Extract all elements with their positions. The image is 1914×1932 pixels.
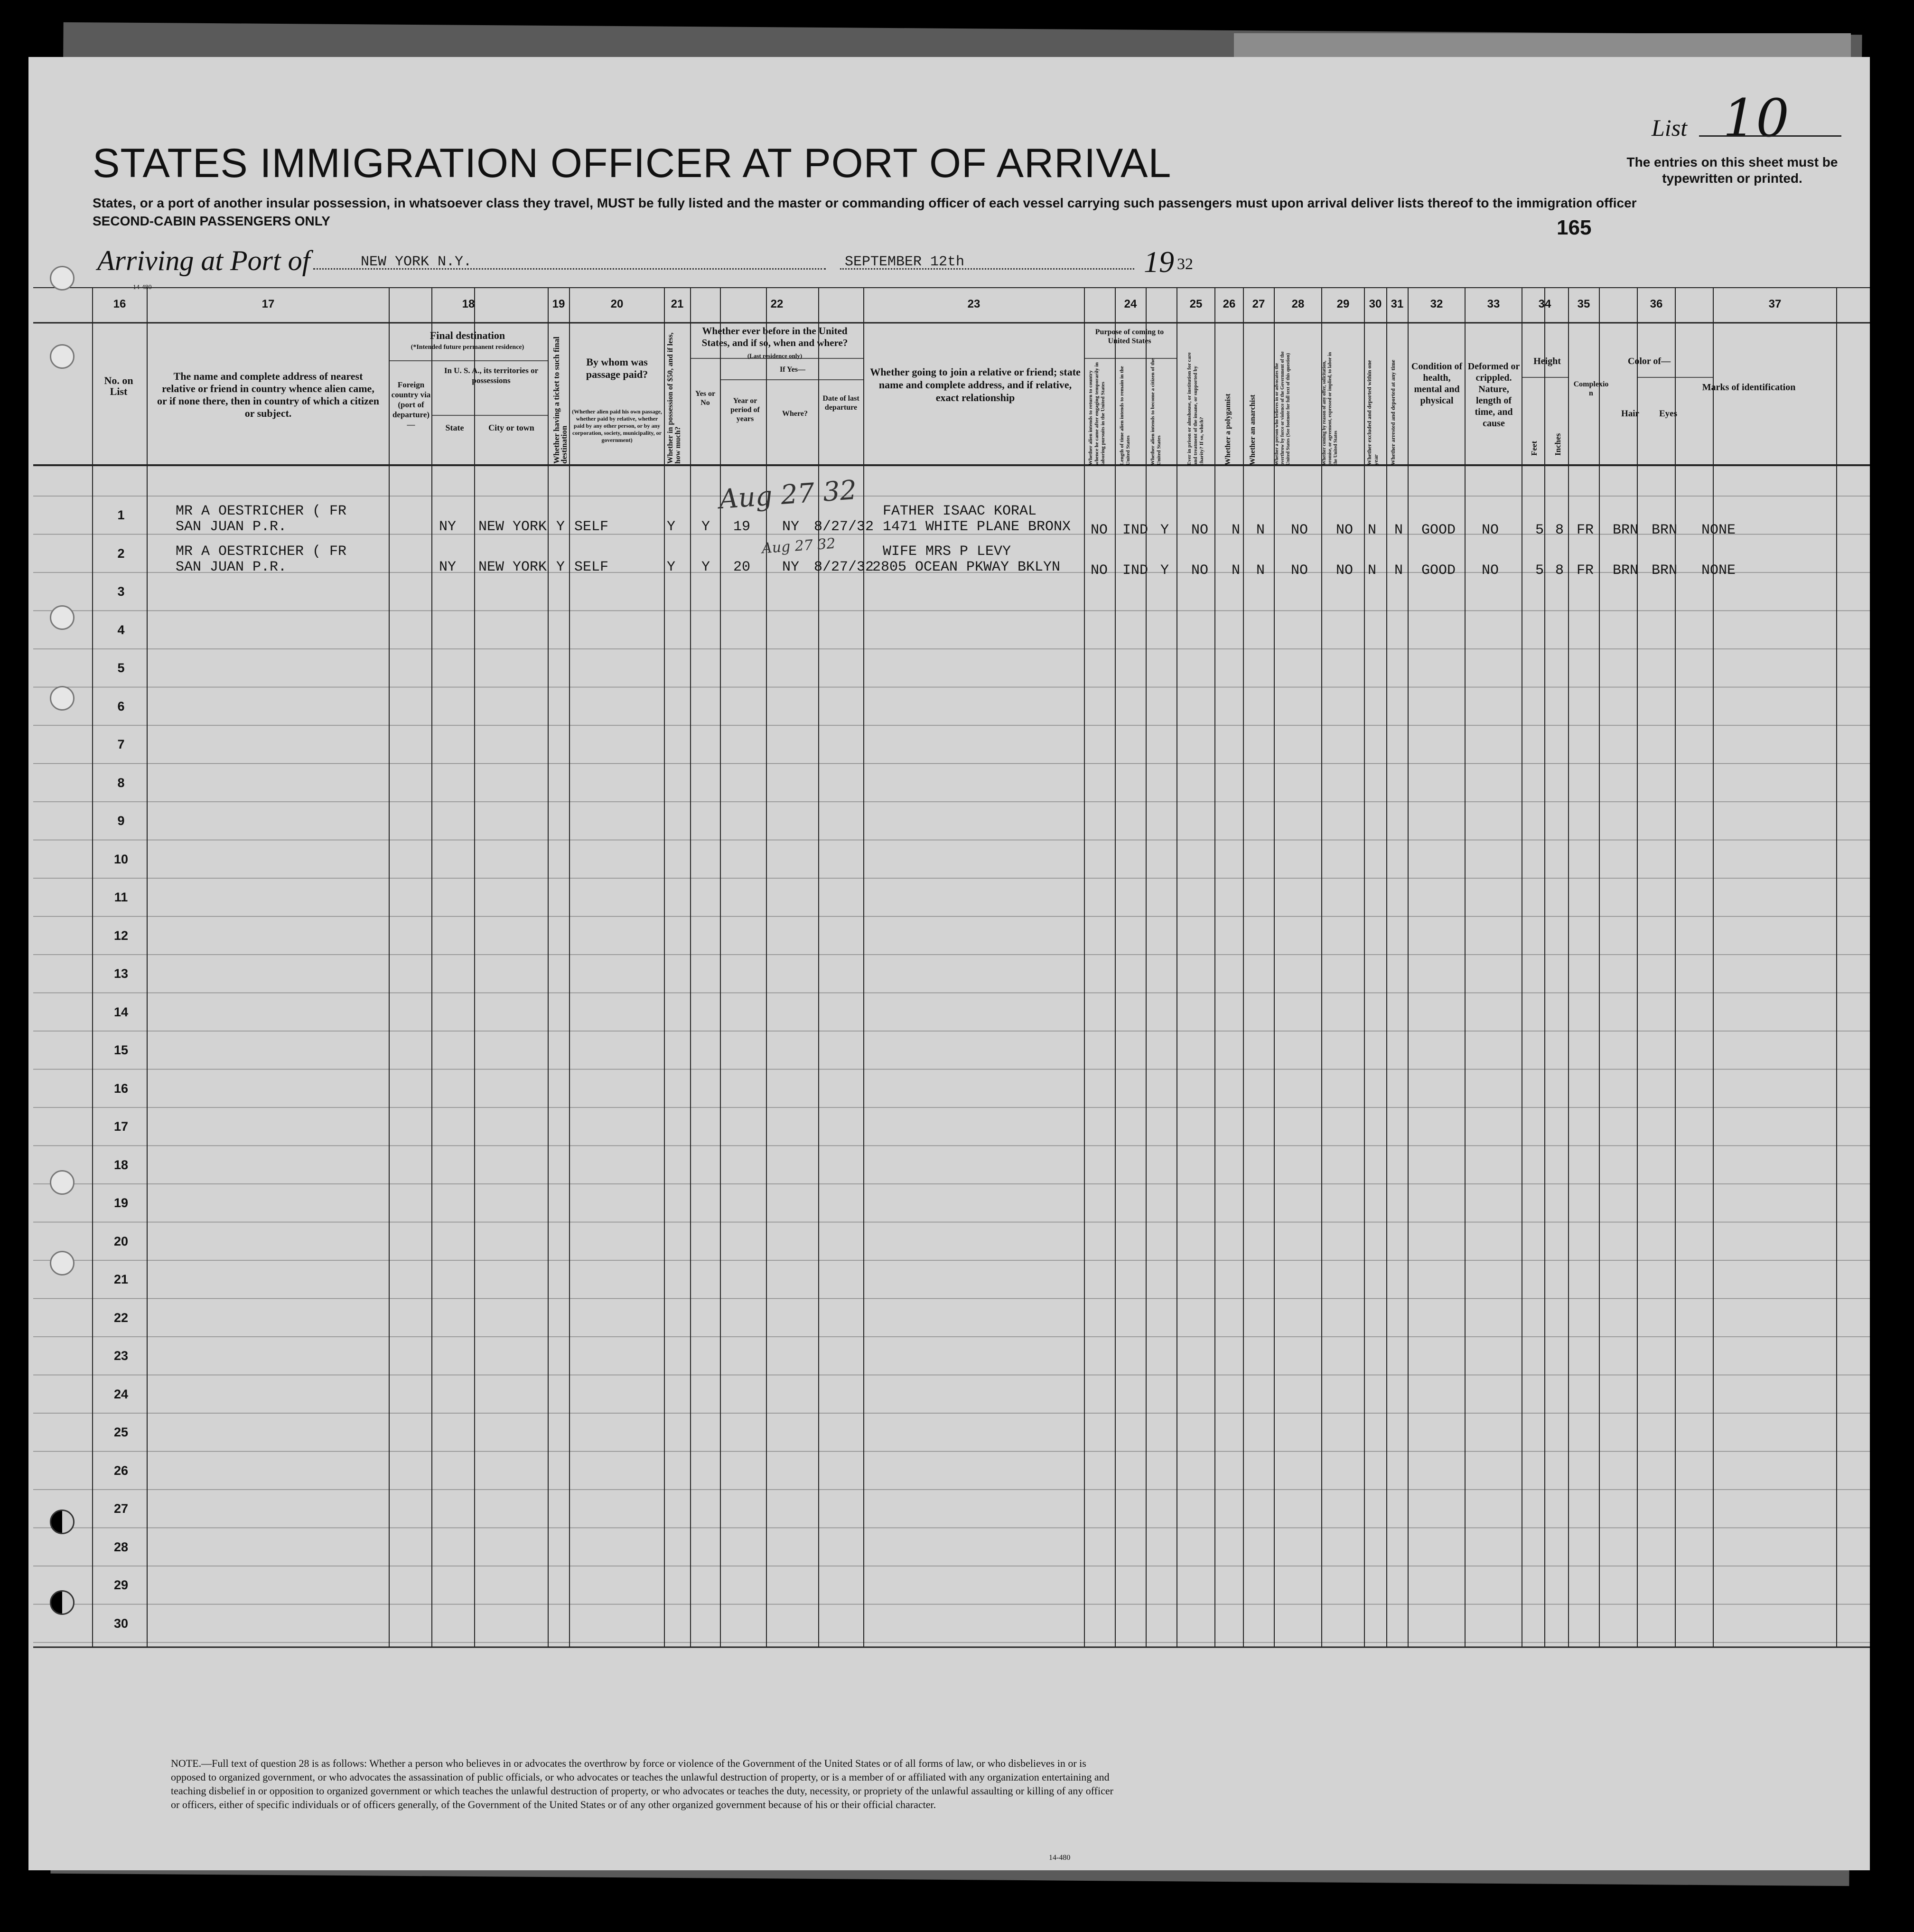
list-underline: [1699, 135, 1841, 137]
row2-eyes: BRN: [1652, 563, 1678, 579]
row-number: 26: [113, 1463, 129, 1478]
row-number: 5: [117, 661, 125, 675]
row-number: 11: [114, 890, 128, 904]
row2-inches: 8: [1555, 563, 1564, 579]
column-number: 16: [113, 298, 126, 310]
header-ticket: Whether having a ticket to such final destination: [552, 337, 569, 464]
header-where: Where?: [782, 410, 808, 418]
row-number: 3: [117, 584, 125, 599]
row2-years: 20: [733, 559, 751, 575]
punch-hole: [50, 344, 75, 369]
row1-return: NO: [1091, 522, 1108, 538]
row2-state: NY: [439, 559, 457, 575]
header-color-of: Color of—: [1627, 356, 1671, 366]
row1-city: NEW YORK: [478, 519, 547, 535]
row-number: 23: [113, 1349, 129, 1363]
row-number: 6: [117, 699, 125, 713]
header-height: Height: [1533, 356, 1561, 366]
column-number: 27: [1252, 298, 1265, 310]
column-number: 19: [552, 298, 565, 310]
row2-return: NO: [1091, 563, 1108, 579]
manifest-table: [28, 287, 1870, 1749]
header-health: Condition of health, mental and physical: [1411, 361, 1463, 406]
header-date-last-departure: Date of last departure: [822, 394, 859, 412]
row-number: 19: [113, 1196, 129, 1210]
header-overthrow: Whether a person who believes in or advocates the overthrow by force or violence of the Government of the United States (See footnote for full text of this question): [1274, 351, 1291, 465]
header-deformed: Deformed or crippled. Nature, length of time, and cause: [1467, 361, 1520, 429]
year-prefix: 19: [1144, 245, 1174, 279]
column-number: 25: [1189, 298, 1203, 310]
row1-paid-by: SELF: [574, 519, 609, 535]
row2-deformed: NO: [1482, 563, 1499, 579]
row2-handwritten-date: Aug 27 32: [761, 535, 836, 557]
row2-complexion: FR: [1577, 563, 1594, 579]
row2-joining-line1: WIFE MRS P LEVY: [883, 544, 1011, 560]
row-number: 22: [113, 1310, 129, 1325]
row-number: 7: [117, 737, 125, 751]
punch-hole: [50, 1590, 75, 1615]
row1-deformed: NO: [1482, 522, 1499, 538]
row-number: 13: [113, 966, 129, 981]
arriving-label: Arriving at Port of: [97, 245, 310, 276]
row-number: 17: [113, 1119, 129, 1134]
row-number: 25: [113, 1425, 129, 1439]
row1-joining-line1: FATHER ISAAC KORAL: [883, 503, 1037, 519]
row2-possession: Y: [667, 559, 676, 575]
row2-city: NEW YORK: [478, 559, 547, 575]
row1-feet: 5: [1535, 522, 1544, 538]
column-number: 18: [462, 298, 475, 310]
column-number: 35: [1577, 298, 1590, 310]
row-number: 28: [113, 1539, 129, 1554]
row2-prison: NO: [1191, 563, 1209, 579]
form-code-bottom: 14-480: [1049, 1854, 1071, 1862]
row1-excluded: N: [1368, 522, 1377, 538]
form-code-top: 14-480: [133, 284, 152, 291]
header-purpose-return: Whether alien intends to return to country whence he came after engaging temporarily in laboring pursuits in the United States: [1088, 362, 1106, 465]
row1-arrested: N: [1394, 522, 1403, 538]
column-number: 34: [1538, 298, 1551, 310]
row1-health: GOOD: [1421, 522, 1456, 538]
row1-possession: Y: [667, 519, 676, 535]
punch-hole: [50, 605, 75, 630]
column-number: 37: [1768, 298, 1782, 310]
row-number: 20: [113, 1234, 129, 1248]
row1-relative-line2: SAN JUAN P.R.: [176, 519, 287, 535]
column-number: 36: [1650, 298, 1663, 310]
row-number: 18: [113, 1157, 129, 1172]
manifest-sheet: [28, 57, 1870, 1870]
row1-relative-line1: MR A OESTRICHER ( FR: [176, 503, 347, 519]
row-number: 2: [117, 546, 125, 561]
header-possession-50: Whether in possession of $50, and if less, how much?: [666, 332, 682, 464]
header-eyes: Eyes: [1659, 409, 1677, 419]
row-number: 21: [113, 1272, 129, 1286]
header-polygamist: Whether a polygamist: [1224, 394, 1232, 465]
row1-marks: NONE: [1701, 522, 1736, 538]
row2-relative-line1: MR A OESTRICHER ( FR: [176, 544, 347, 560]
row2-feet: 5: [1535, 563, 1544, 579]
row-number: 15: [113, 1043, 129, 1057]
row1-complexion: FR: [1577, 522, 1594, 538]
row2-ticket: Y: [556, 559, 565, 575]
row-number: 1: [117, 508, 125, 522]
row1-inches: 8: [1555, 522, 1564, 538]
row-number: 27: [113, 1501, 129, 1516]
header-prison: Ever in prison or almshouse, or institution for care and treatment of the insane, or supported by charity? If so, which?: [1186, 352, 1204, 465]
header-inches: Inches: [1553, 433, 1562, 456]
row1-offer: NO: [1336, 522, 1354, 538]
row2-before-yes: Y: [701, 559, 710, 575]
header-yes-no: Yes or No: [695, 390, 716, 407]
header-purpose-citizen: Whether alien intends to become a citizen of the United States: [1150, 358, 1162, 465]
row-number: 24: [113, 1387, 129, 1401]
row1-ticket: Y: [556, 519, 565, 535]
row1-handwritten-date: Aug 27 32: [718, 474, 858, 516]
header-feet: Feet: [1530, 441, 1539, 456]
list-number-handwritten: 10: [1723, 88, 1789, 149]
class-line: SECOND-CABIN PASSENGERS ONLY: [93, 214, 330, 228]
column-number: 20: [610, 298, 624, 310]
row-number: 30: [113, 1616, 129, 1631]
column-number: 28: [1291, 298, 1305, 310]
row2-length: IND: [1122, 563, 1148, 579]
row2-offer: NO: [1336, 563, 1354, 579]
row1-prison: NO: [1191, 522, 1209, 538]
footnote: NOTE.—Full text of question 28 is as follows: Whether a person who believes in or advocates the overthrow by force or violence of the Government of the United States or of all forms of law, or who disbelieves in or is opposed to organized government, or who advocates the assassination of public officials, or who advocates or teaches the unlawful destruction of property, or is a member of or affiliated with any organization entertaining and teaching disbelief in or opposition to organized government or which teaches the unlawful destruction of property, or who advocates or teaches the duty, necessity, or propriety of the unlawful assaulting or killing of any officer or officers, either of specific individuals or of officers generally, of the Government of the United States or of any other organized government because of his or their official character.: [171, 1757, 1113, 1810]
column-number: 32: [1430, 298, 1443, 310]
row-number: 29: [113, 1578, 129, 1592]
header-complexion: Complexion: [1573, 380, 1609, 397]
column-number: 29: [1336, 298, 1350, 310]
header-no-on-list: No. on List: [104, 375, 133, 397]
row2-health: GOOD: [1421, 563, 1456, 579]
column-number: 17: [261, 298, 275, 310]
row-number: 14: [113, 1004, 129, 1019]
row-number: 4: [117, 622, 125, 637]
header-if-yes: If Yes—: [779, 366, 806, 374]
column-number: 23: [967, 298, 980, 310]
row2-polygamist: N: [1232, 563, 1241, 579]
header-relative-address: The name and complete address of nearest relative or friend in country whence alien came, or if none there, then in country of which a citizen or subject.: [157, 370, 379, 419]
row1-state: NY: [439, 519, 457, 535]
row2-where: NY: [782, 559, 800, 575]
row1-joining-line2: 1471 WHITE PLANE BRONX: [883, 519, 1071, 535]
row2-joining-line2: 2805 OCEAN PKWAY BKLYN: [872, 559, 1061, 575]
header-arrested: Whether arrested and deported at any time: [1390, 359, 1396, 465]
header-hair: Hair: [1621, 409, 1639, 419]
header-purpose: Purpose of coming to United States: [1095, 328, 1164, 345]
row2-excluded: N: [1368, 563, 1377, 579]
header-joining-relative: Whether going to join a relative or friend; state name and complete address, and if relative, exact relationship: [870, 366, 1081, 403]
row2-marks: NONE: [1701, 563, 1736, 579]
row2-arrested: N: [1394, 563, 1403, 579]
row-number: 16: [113, 1081, 129, 1096]
row1-before-yes: Y: [701, 519, 710, 535]
header-passage-paid: By whom was passage paid?: [586, 356, 648, 380]
sheet-number: 165: [1557, 216, 1592, 239]
row2-paid-by: SELF: [574, 559, 609, 575]
header-coming-by-reason: Whether coming by reason of any offer, solicitation, promise, or agreement, expressed or implied, to labor in the United States: [1322, 352, 1338, 465]
row1-anarchist: N: [1256, 522, 1265, 538]
port-value: NEW YORK N.Y.: [361, 254, 472, 270]
column-number: 26: [1223, 298, 1236, 310]
header-final-destination-note: (*Intended future permanent residence): [411, 344, 524, 351]
row2-anarchist: N: [1256, 563, 1265, 579]
list-label: List: [1652, 114, 1688, 141]
row1-where: NY: [782, 519, 800, 535]
row1-citizen: Y: [1160, 522, 1169, 538]
punch-hole: [50, 266, 75, 291]
header-before-note: (Last residence only): [747, 352, 803, 359]
punch-hole: [50, 1510, 75, 1534]
row-number: 12: [113, 928, 129, 943]
header-marks: Marks of identification: [1702, 382, 1796, 393]
typewritten-note: The entries on this sheet must be typewritten or printed.: [1626, 155, 1838, 186]
column-number: 30: [1369, 298, 1382, 310]
year-suffix: 32: [1177, 255, 1193, 273]
row2-last-departure: 8/27/32: [814, 559, 874, 575]
header-state: State: [445, 423, 464, 432]
header-final-destination: Final destination: [429, 329, 505, 341]
row1-eyes: BRN: [1652, 522, 1678, 538]
row-number: 9: [117, 814, 125, 828]
header-passage-paid-note: (Whether alien paid his own passage, whether paid by relative, whether paid by any other person, or by any corporation, society, municipality, or government): [572, 408, 662, 443]
date-value: SEPTEMBER 12th: [845, 254, 965, 270]
row1-last-departure: 8/27/32: [814, 519, 874, 535]
row1-overthrow: NO: [1291, 522, 1308, 538]
header-city: City or town: [488, 423, 534, 432]
row-number: 10: [113, 852, 129, 866]
row2-citizen: Y: [1160, 563, 1169, 579]
punch-hole: [50, 686, 75, 711]
column-number: 31: [1391, 298, 1404, 310]
row1-hair: BRN: [1613, 522, 1639, 538]
punch-hole: [50, 1170, 75, 1195]
header-anarchist: Whether an anarchist: [1249, 394, 1257, 465]
row2-relative-line2: SAN JUAN P.R.: [176, 559, 287, 575]
header-foreign-country: Foreign country via (port of departure)—: [391, 380, 431, 429]
row1-length: IND: [1122, 522, 1148, 538]
header-excluded: Whether excluded and deported within one year: [1366, 360, 1379, 465]
punch-hole: [50, 1251, 75, 1275]
header-in-usa: In U. S. A., its territories or possessions: [444, 366, 539, 385]
column-number: 24: [1124, 298, 1137, 310]
row2-hair: BRN: [1613, 563, 1639, 579]
instructions-line: States, or a port of another insular possession, in whatsoever class they travel, MUST be fully listed and the master or commanding officer of each vessel carrying such passengers must upon arrival deliver lists thereof to the immigration officer: [93, 196, 1637, 210]
header-year-period: Year or period of years: [730, 397, 760, 423]
row1-polygamist: N: [1232, 522, 1241, 538]
row2-overthrow: NO: [1291, 563, 1308, 579]
header-purpose-length: Length of time alien intends to remain in the United States: [1119, 366, 1131, 465]
row1-years: 19: [733, 519, 751, 535]
column-number: 21: [671, 298, 684, 310]
page-title: STATES IMMIGRATION OFFICER AT PORT OF ARRIVAL: [93, 141, 1172, 186]
header-before-in-us: Whether ever before in the United States, and if so, when and where?: [701, 325, 848, 348]
column-number: 33: [1487, 298, 1500, 310]
column-number: 22: [770, 298, 784, 310]
row-number: 8: [117, 775, 125, 790]
